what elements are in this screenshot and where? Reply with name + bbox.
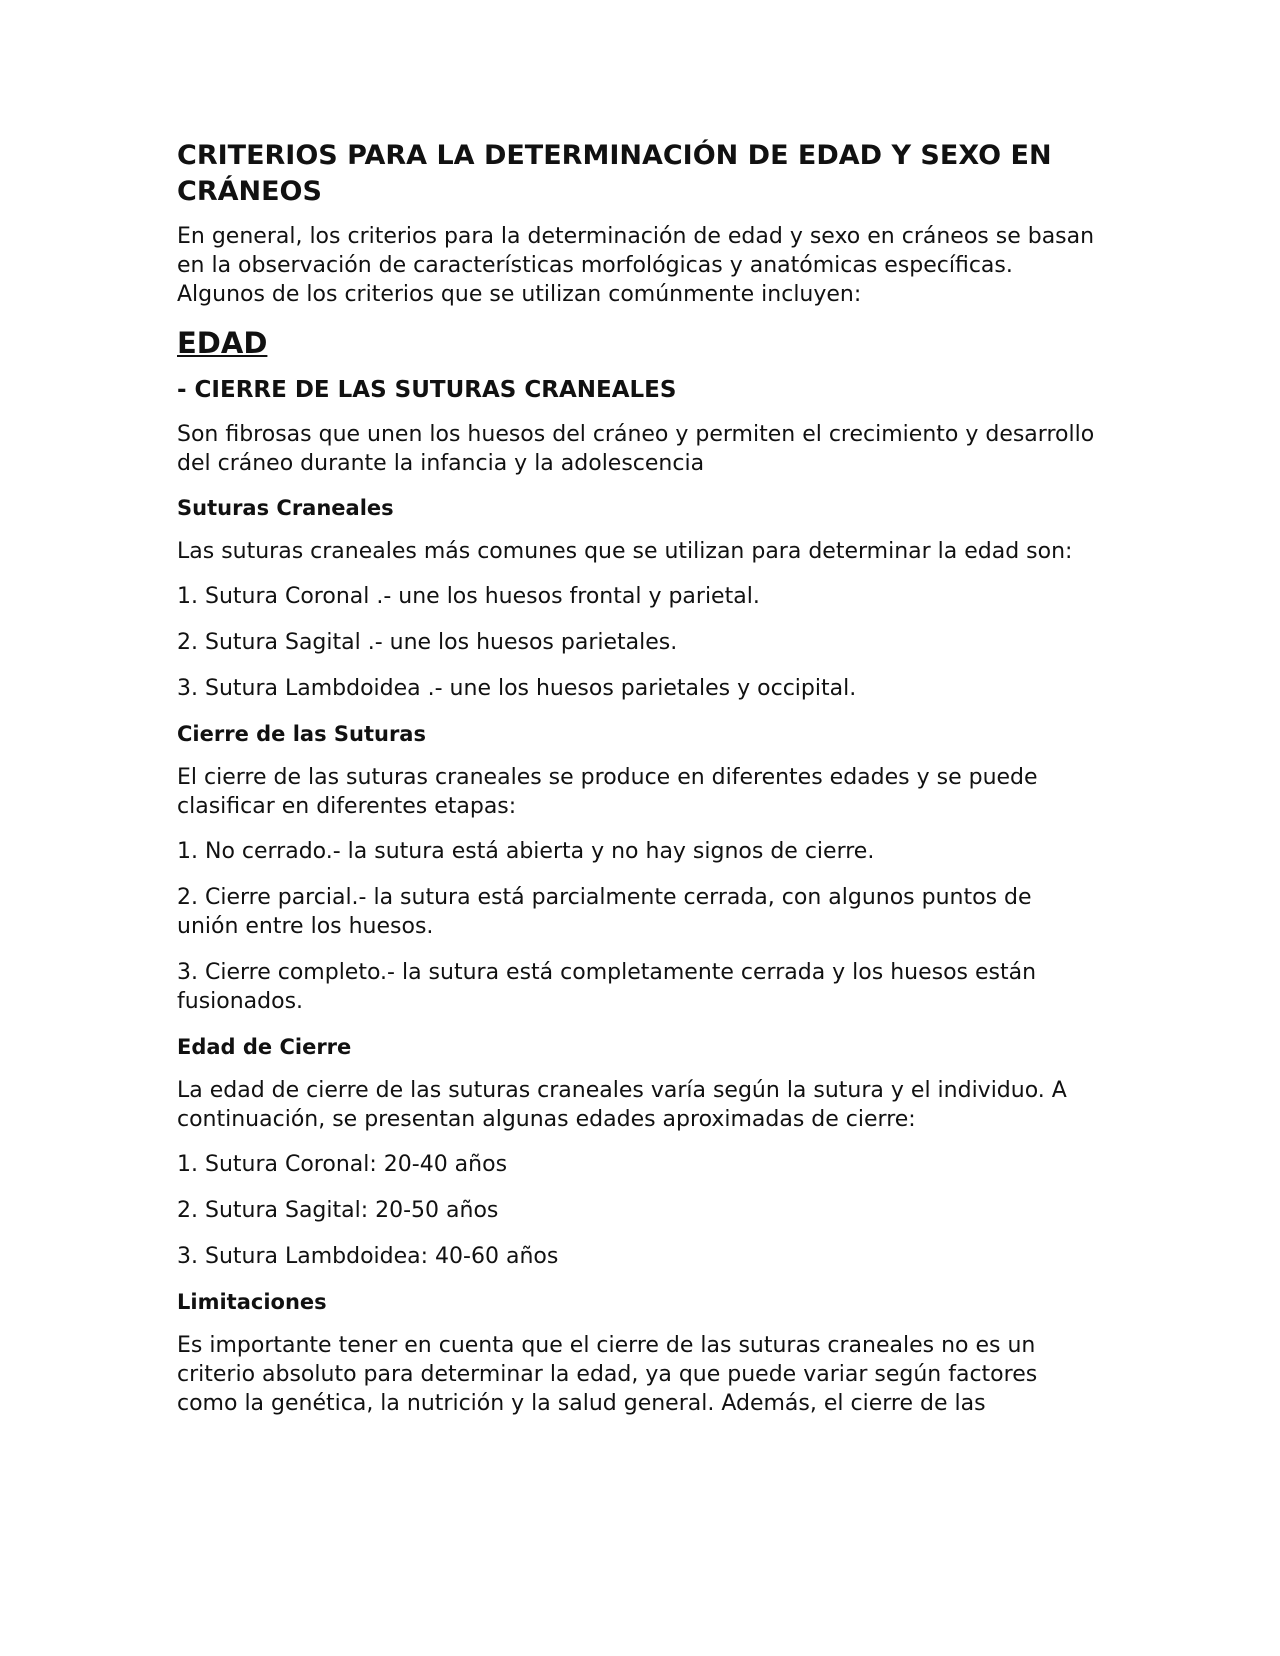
subsection-heading-cierre-suturas: - CIERRE DE LAS SUTURAS CRANEALES — [177, 377, 677, 403]
heading-limitaciones: Limitaciones — [177, 1290, 327, 1314]
cierre-suturas-intro: El cierre de las suturas craneales se produce en diferentes edades y se puede clasificar en diferentes etapas: — [177, 765, 1038, 819]
limitaciones-paragraph: Es importante tener en cuenta que el cierre de las suturas craneales no es un criterio absoluto para determinar la edad, ya que puede variar según factores como la genética, la nutrición y la salud general. Además, el cierre de las — [177, 1333, 1038, 1416]
document-page — [177, 138, 1097, 1434]
section-heading-edad: EDAD — [177, 326, 268, 360]
cierre-description-paragraph: Son fibrosas que unen los huesos del cráneo y permiten el crecimiento y desarrollo del cráneo durante la infancia y la adolescencia — [177, 422, 1095, 476]
list-item: 2. Sutura Sagital: 20-50 años — [177, 1198, 499, 1223]
heading-cierre-de-las-suturas: Cierre de las Suturas — [177, 722, 426, 746]
list-item: 3. Sutura Lambdoidea: 40-60 años — [177, 1244, 559, 1269]
list-item: 1. No cerrado.- la sutura está abierta y no hay signos de cierre. — [177, 839, 875, 864]
list-item: 2. Sutura Sagital .- une los huesos parietales. — [177, 630, 678, 655]
edad-cierre-intro: La edad de cierre de las suturas craneales varía según la sutura y el individuo. A continuación, se presentan algunas edades aproximadas de cierre: — [177, 1078, 1067, 1132]
list-item: 1. Sutura Coronal: 20-40 años — [177, 1152, 508, 1177]
heading-edad-de-cierre: Edad de Cierre — [177, 1035, 352, 1059]
intro-paragraph: En general, los criterios para la determinación de edad y sexo en cráneos se basan en la observación de características morfológicas y anatómicas específicas. Algunos de los criterios que se utilizan comúnmente incluyen: — [177, 224, 1095, 307]
list-item: 1. Sutura Coronal .- une los huesos frontal y parietal. — [177, 584, 760, 609]
list-item: 3. Cierre completo.- la sutura está completamente cerrada y los huesos están fusionados. — [177, 960, 1037, 1014]
document-title: CRITERIOS PARA LA DETERMINACIÓN DE EDAD Y SEXO EN CRÁNEOS — [177, 140, 1052, 207]
list-item: 3. Sutura Lambdoidea .- une los huesos parietales y occipital. — [177, 676, 857, 701]
heading-suturas-craneales: Suturas Craneales — [177, 496, 394, 520]
list-item: 2. Cierre parcial.- la sutura está parcialmente cerrada, con algunos puntos de unión entre los huesos. — [177, 885, 1032, 939]
suturas-craneales-intro: Las suturas craneales más comunes que se utilizan para determinar la edad son: — [177, 539, 1073, 564]
